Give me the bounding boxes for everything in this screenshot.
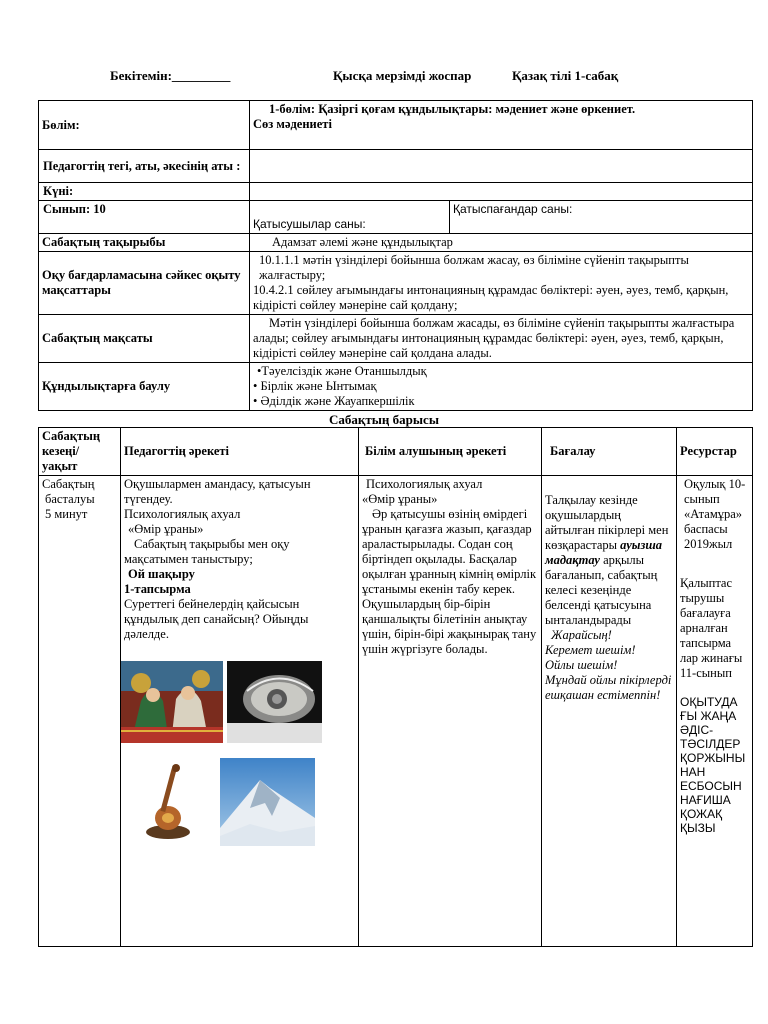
assessment-text: арқылы бағаланып, сабақтың келесі кезеңінде белсенді қатысуына ынталандырады bbox=[545, 553, 658, 627]
values-list bbox=[250, 363, 753, 411]
approve-line: Бекітемін:_________ bbox=[110, 68, 231, 83]
stage-line: 5 минут bbox=[45, 507, 88, 521]
plan-title: Қысқа мерзімді жоспар bbox=[333, 68, 472, 83]
topic-label: Сабақтың тақырыбы bbox=[39, 234, 250, 252]
present-label: Қатысушылар саны: bbox=[250, 201, 450, 234]
praise-line: Ойлы шешім! bbox=[545, 658, 618, 672]
snowy-mountain-image bbox=[220, 758, 315, 846]
student-cell bbox=[359, 476, 542, 947]
women-painting-image bbox=[121, 661, 223, 743]
teacher-heading: 1-тапсырма bbox=[124, 582, 191, 596]
values-label: Құндылықтарға баулу bbox=[39, 363, 250, 411]
assessment-line bbox=[545, 493, 673, 628]
objective-2: 10.4.2.1 сөйлеу ағымындағы интонацияның құрамдас бөліктері: әуен, әуез, темб, қарқын, кідірісті сөйлеу мәнеріне сай қолдану; bbox=[253, 283, 729, 312]
section-value-1: 1-бөлім: Қазіргі қоғам құндылықтары: мәдениет және өркениет. bbox=[269, 102, 636, 116]
stage-line: Сабақтың bbox=[42, 477, 95, 491]
section-label: Бөлім: bbox=[39, 101, 250, 150]
objectives-label: Оқу бағдарламасына сәйкес оқыту мақсаттары bbox=[39, 252, 250, 315]
stage-line: басталуы bbox=[45, 492, 95, 506]
col-resources: Ресурстар bbox=[677, 428, 753, 476]
student-line: «Өмір ұраны» bbox=[362, 492, 438, 506]
value-item: •Тәуелсіздік және Отаншылдық bbox=[257, 364, 427, 378]
resource-tasks: Қалыптас тырушы бағалауға арналған тапсырма лар жинағы 11-сынып bbox=[680, 576, 743, 680]
day-label: Күні: bbox=[39, 183, 250, 201]
info-table bbox=[38, 100, 753, 411]
teacher-line: Сабақтың тақырыбы мен оқу мақсатымен таныстыру; bbox=[124, 537, 290, 566]
student-line: Психологиялық ахуал bbox=[366, 477, 483, 491]
silver-ring-image bbox=[227, 661, 322, 743]
class-label: Сынып: 10 bbox=[39, 201, 250, 234]
assessment-cell bbox=[542, 476, 677, 947]
section-value-2: Сөз мәдениеті bbox=[253, 117, 332, 131]
praise-line: Жарайсың! bbox=[551, 628, 612, 642]
objectives-value bbox=[250, 252, 753, 315]
stage-cell bbox=[39, 476, 121, 947]
dombra-souvenir-image bbox=[143, 760, 193, 842]
value-item: • Әділдік және Жауапкершілік bbox=[253, 394, 415, 408]
goal-value: Мәтін үзінділері бойынша болжам жасады, өз біліміне сүйеніп тақырыпты жалғастыра алады; сөйлеу ағымындағы интонацияның құрамдас бөліктері: әуен, әуез, темб, қарқын, кідірісті сөйлеу мәнеріне сай қолдана алады. bbox=[250, 315, 753, 363]
assessment-emphasis: ауызша мадақтау bbox=[545, 538, 663, 567]
subject-title: Қазақ тілі 1-сабақ bbox=[512, 68, 619, 83]
teacher-task: Суреттегі бейнелердің қайсысын құндылық деп санайсың? Ойыңды дәлелде. bbox=[124, 597, 309, 641]
resource-textbook: Оқулық 10-сынып «Атамұра» баспасы 2019жыл bbox=[684, 477, 746, 551]
teacher-line: «Өмір ұраны» bbox=[128, 522, 204, 536]
goal-label: Сабақтың мақсаты bbox=[39, 315, 250, 363]
assessment-text: Талқылау кезінде оқушылардың айтылған пікірлері мен көзқарастары bbox=[545, 493, 669, 552]
value-item: • Бірлік және Ынтымақ bbox=[253, 379, 377, 393]
section-value bbox=[250, 101, 753, 150]
objective-1: 10.1.1.1 мәтін үзінділері бойынша болжам жасау, өз біліміне сүйеніп тақырыпты жалғастыру; bbox=[259, 253, 689, 282]
col-assessment: Бағалау bbox=[542, 428, 677, 476]
topic-value: Адамзат әлемі және құндылықтар bbox=[250, 234, 753, 252]
day-value bbox=[250, 183, 753, 201]
praise-line: Керемет шешім! bbox=[545, 643, 636, 657]
praise-line: Мұндай ойлы пікірлерді ешқашан естімеппін! bbox=[545, 673, 672, 702]
resources-cell bbox=[677, 476, 753, 947]
student-line: Әр қатысушы өзінің өмірдегі ұранын қағазға жазып, қағаздар араластырылады. Содан соң біртіндеп оқылады. Басқалар оқылған ұранның кімнің өмірлік ұстанымы екенін табу керек. Оқушылардың бір-бірін қаншалықты білетінін анықтау үшін, бірін-бірі жақынырақ тану үшін жүргізуге болады. bbox=[362, 507, 537, 656]
resource-book: ОҚЫТУДА ҒЫ ЖАҢА ӘДІС-ТӘСІЛДЕР ҚОРЖЫНЫ НАН ЕСБОСЫН НАҒИША ҚОЖАҚ ҚЫЗЫ bbox=[680, 695, 746, 835]
teacher-label: Педагогтің тегі, аты, әкесінің аты : bbox=[39, 150, 250, 183]
teacher-line: Психологиялық ахуал bbox=[124, 507, 241, 521]
col-student: Білім алушының әрекеті bbox=[359, 428, 542, 476]
col-teacher: Педагогтің әрекеті bbox=[121, 428, 359, 476]
teacher-line: Оқушылармен амандасу, қатысуын түгендеу. bbox=[124, 477, 311, 506]
page-header bbox=[0, 68, 768, 86]
absent-label: Қатыспағандар саны: bbox=[450, 201, 753, 234]
col-stage: Сабақтың кезеңі/ уақыт bbox=[39, 428, 121, 476]
teacher-value bbox=[250, 150, 753, 183]
progress-title: Сабақтың барысы bbox=[329, 412, 439, 427]
teacher-heading: Ой шақыру bbox=[128, 567, 195, 581]
